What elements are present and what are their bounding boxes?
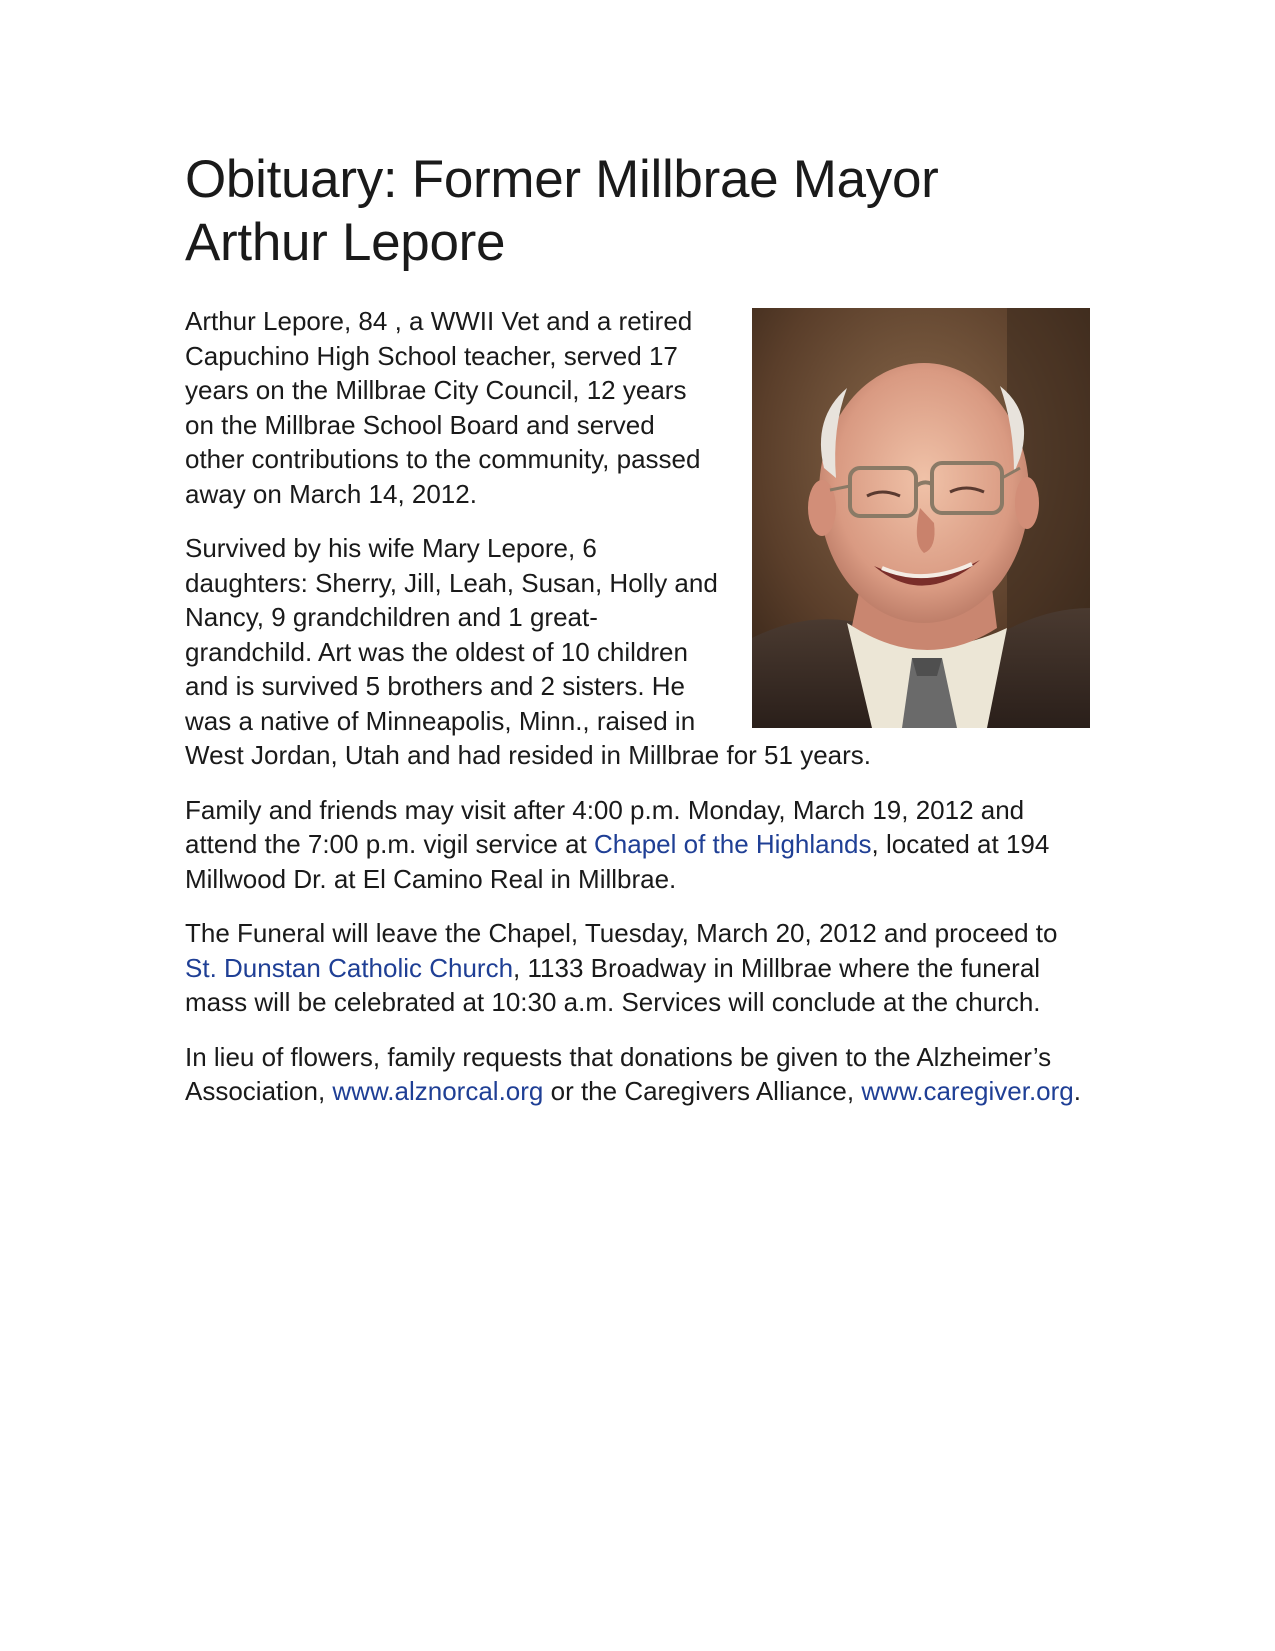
- page-title: Obituary: Former Millbrae Mayor Arthur Lepore: [185, 150, 939, 272]
- donations-text-before: In lieu of flowers, family requests that donations be given to the Alzheimer’s Association,: [185, 1041, 1052, 1106]
- funeral-text-before: The Funeral will leave the Chapel, Tuesday, March 20, 2012 and proceed to: [185, 918, 1058, 948]
- caregiver-link[interactable]: www.caregiver.org: [861, 1076, 1074, 1106]
- donations-text-middle: or the Caregivers Alliance,: [543, 1076, 862, 1106]
- article-body: [185, 304, 1090, 1109]
- visitation-text-after: , located at 194 Millwood Dr. at El Camino Real in Millbrae.: [185, 829, 1050, 894]
- paragraph-donations: [185, 1040, 1090, 1109]
- portrait-photo: [752, 308, 1090, 728]
- paragraph-visitation: [185, 793, 1090, 897]
- st-dunstan-church-link[interactable]: St. Dunstan Catholic Church: [185, 952, 514, 983]
- paragraph-biography: Arthur Lepore, 84 , a WWII Vet and a retired Capuchino High School teacher, served 17 years on the Millbrae City Council, 12 years on the Millbrae School Board and served other contributions to the community, passed away on March 14, 2012.: [185, 306, 701, 509]
- funeral-text-after: , 1133 Broadway in Millbrae where the funeral mass will be celebrated at 10:30 a.m. Services will conclude at the church.: [185, 952, 1041, 1017]
- visitation-text-before: Family and friends may visit after 4:00 p.m. Monday, March 19, 2012 and attend the 7:00 p.m. vigil service at: [185, 794, 1025, 859]
- paragraph-survivors: Survived by his wife Mary Lepore, 6 daughters: Sherry, Jill, Leah, Susan, Holly and Nancy, 9 grandchildren and 1 great-grandchild. Art was the oldest of 10 children and is survived 5 brothers and 2 sisters. He was a native of Minneapolis, Minn., raised in West Jordan, Utah and had resided in Millbrae for 51 years.: [185, 533, 871, 770]
- obituary-page: [185, 148, 1090, 1129]
- donations-text-after: .: [1073, 1076, 1081, 1106]
- paragraph-funeral: [185, 916, 1090, 1020]
- alznorcal-link[interactable]: www.alznorcal.org: [332, 1076, 544, 1106]
- chapel-of-the-highlands-link[interactable]: Chapel of the Highlands: [594, 829, 872, 859]
